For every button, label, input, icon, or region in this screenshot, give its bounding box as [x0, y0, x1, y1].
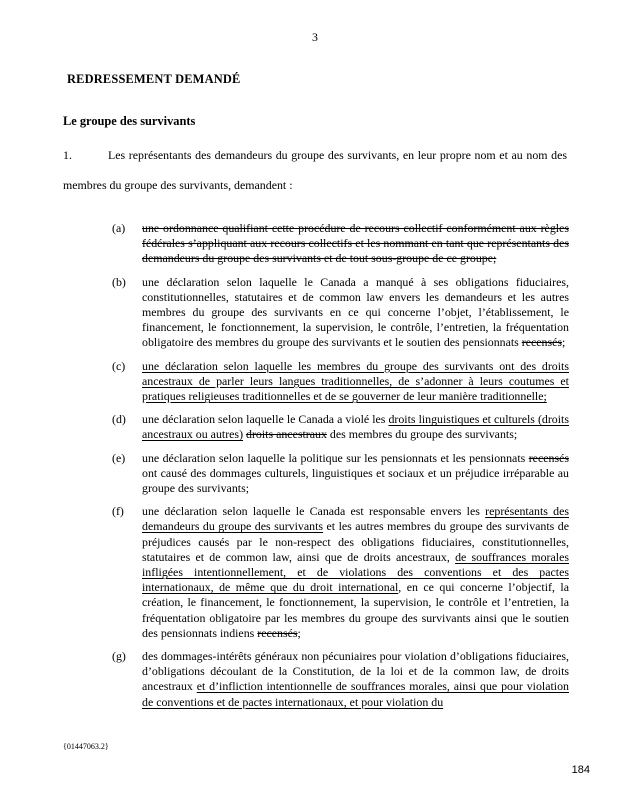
item-text	[142, 504, 569, 641]
text-run-normal: une déclaration selon laquelle la politique sur les pensionnats et les pensionnats	[142, 450, 529, 465]
text-run-strike: recensés	[528, 450, 569, 465]
page-number-top: 3	[312, 30, 318, 44]
item-label: (c)	[112, 358, 126, 373]
text-run-normal: des membres du groupe des survivants;	[326, 427, 518, 442]
item-text	[142, 275, 569, 351]
list-item-c	[112, 359, 567, 405]
paragraph-number: 1.	[63, 148, 72, 162]
text-run-normal: ont causé des dommages culturels, linguistiques et sociaux et un préjudice irréparable au groupe des survivants;	[142, 465, 569, 496]
text-run-strike: recensés	[257, 625, 298, 640]
text-run-normal: une déclaration selon laquelle le Canada est responsable envers les	[142, 504, 486, 519]
text-run-underline: et d’infliction intentionnelle de souffrances morales, ainsi que pour violation de conventions et de pactes internationaux, et pour violation du	[142, 679, 569, 709]
text-run-underline: une déclaration selon laquelle les membres du groupe des survivants ont des droits ancestraux de parler leurs langues traditionnelles, de s’adonner à leurs coutumes et pratiques religieuses traditionnelles et de se gouverner de leur manière traditionnelle;	[142, 358, 569, 404]
intro-text: Les représentants des demandeurs du groupe des survivants, en leur propre nom et au nom des membres du groupe des survivants, demandent :	[63, 148, 567, 192]
text-run-strike: droits ancestraux	[246, 427, 327, 442]
item-label: (a)	[112, 221, 126, 235]
text-run-normal: une déclaration selon laquelle le Canada a violé les	[142, 412, 389, 427]
section-subheading: Le groupe des survivants	[63, 114, 196, 128]
item-label: (b)	[112, 274, 126, 289]
text-run-normal: ;	[562, 335, 566, 350]
item-label: (f)	[112, 504, 124, 519]
list-item-g	[112, 649, 567, 710]
text-run-normal: , en ce qui concerne l’objectif, la création, le financement, le fonctionnement, la supervision, le contrôle et l’entretien, la fréquentation obligatoire par les membres du groupe des survivants ainsi que le soutien des pensionnats indiens	[142, 580, 570, 640]
item-label: (g)	[112, 649, 126, 664]
list-item-b	[112, 275, 567, 351]
text-run-normal: des dommages-intérêts généraux non pécuniaires pour violation d’obligations fiduciaires, d’obligations découlant de la Constitution, de la loi et de la common law, de droits ancestraux	[142, 649, 569, 694]
text-run-underline: droits linguistiques et culturels (droits ancestraux ou autres)	[142, 412, 569, 442]
text-run-normal: une déclaration selon laquelle le Canada a manqué à ses obligations fiduciaires, constitutionnelles, statutaires et de common law envers les demandeurs et les autres membres du groupe des survivants en ce qui concerne l’objet, l’établissement, le financement, le fonctionnement, la supervision, le contrôle, l’entretien, la fréquentation obligatoire des membres du groupe des survivants et le soutien des pensionnats	[142, 274, 569, 350]
footer-document-id: {01447063.2}	[63, 742, 109, 751]
text-run-strike: recensés	[521, 335, 563, 350]
item-text	[142, 359, 569, 405]
text-run-underline: de souffrances morales infligées intentionnellement, et de violations des conventions et des pactes internationaux, de même que du droit international	[142, 549, 569, 595]
item-text	[142, 412, 569, 442]
item-label: (d)	[112, 412, 126, 427]
document-heading: REDRESSEMENT DEMANDÉ	[67, 72, 241, 86]
item-label: (e)	[112, 450, 126, 465]
list-item-f	[112, 504, 570, 641]
page-number-bottom: 184	[571, 764, 590, 776]
text-run-strike: une ordonnance qualifiant cette procédure de recours collectif conformément aux règles fédérales s’appliquant aux recours collectifs et les nommant en tant que représentants des demandeurs du groupe des survivants et de tout sous-groupe de ce groupe;	[142, 221, 569, 266]
list-item-d	[112, 412, 567, 442]
text-run-underline: représentants des demandeurs du groupe des survivants	[142, 504, 569, 534]
item-text	[142, 649, 569, 710]
item-text	[142, 451, 569, 497]
item-text	[142, 221, 569, 267]
text-run-normal: ;	[297, 625, 301, 640]
claims-list	[63, 221, 570, 710]
intro-paragraph	[63, 140, 567, 200]
text-run-normal: et les autres membres du groupe des survivants de préjudices causés par le non-respect des obligations fiduciaires, constitutionnelles, statutaires et de common law, ainsi que de droits ancestraux,	[142, 519, 570, 564]
list-item-a	[112, 221, 567, 267]
list-item-e	[112, 451, 567, 497]
